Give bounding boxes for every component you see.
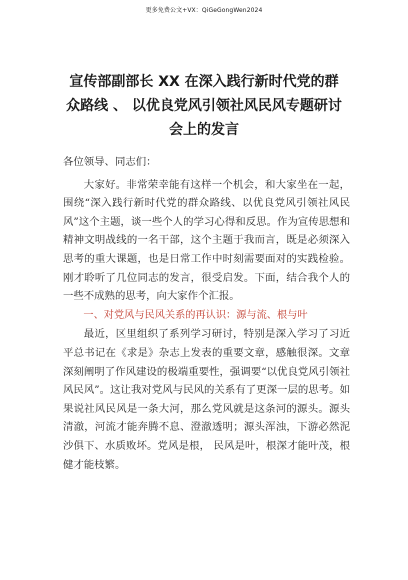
title-line-1: 宣传部副部长 XX 在深入践行新时代党的群: [69, 74, 339, 90]
title-line-3: 会上的发言: [169, 122, 239, 138]
title-line-2: 众路线 、 以优良党风引领社风民风专题研讨: [66, 98, 342, 114]
document-body: [63, 153, 350, 474]
document-title: [50, 70, 358, 142]
header-note: 更多免费公文+VX：QiGeGongWen2024: [145, 7, 263, 14]
paragraph-intro: 大家好。非常荣幸能有这样一个机会，和大家坐在一起，围绕“深入践行新时代党的群众路线、以优良党风引领社风民风”这个主题，谈一些个人的学习心得和反思。作为宣传思想和精神文明战线的一名干部，这个主题于我而言，既是必须深入思考的重大课题，也是日常工作中时刻需要面对的实践检验。刚才聆听了几位同志的发言，很受启发。下面，结合我个人的一些不成熟的思考，向大家作个汇报。: [63, 178, 350, 303]
paragraph-section-1: 最近，区里组织了系列学习研讨，特别是深入学习了习近平总书记在《求是》杂志上发表的重要文章，感触很深。文章深刻阐明了作风建设的极端重要性，强调要“以优良党风引领社风民风”。这让我对党风与民风的关系有了更深一层的思考。如果说社风民风是一条大河，那么党风就是这条河的源头。源头清澈，河流才能奔腾不息、澄澈透明；源头浑浊，下游必然泥沙俱下、水质败坏。党风是根， 民风是叶，根深才能叶茂，根健才能枝繁。: [63, 328, 350, 471]
salutation: 各位领导、同志们：: [63, 156, 157, 168]
section-heading-1: 一、对党风与民风关系的再认识：源与流、根与叶: [83, 309, 308, 321]
